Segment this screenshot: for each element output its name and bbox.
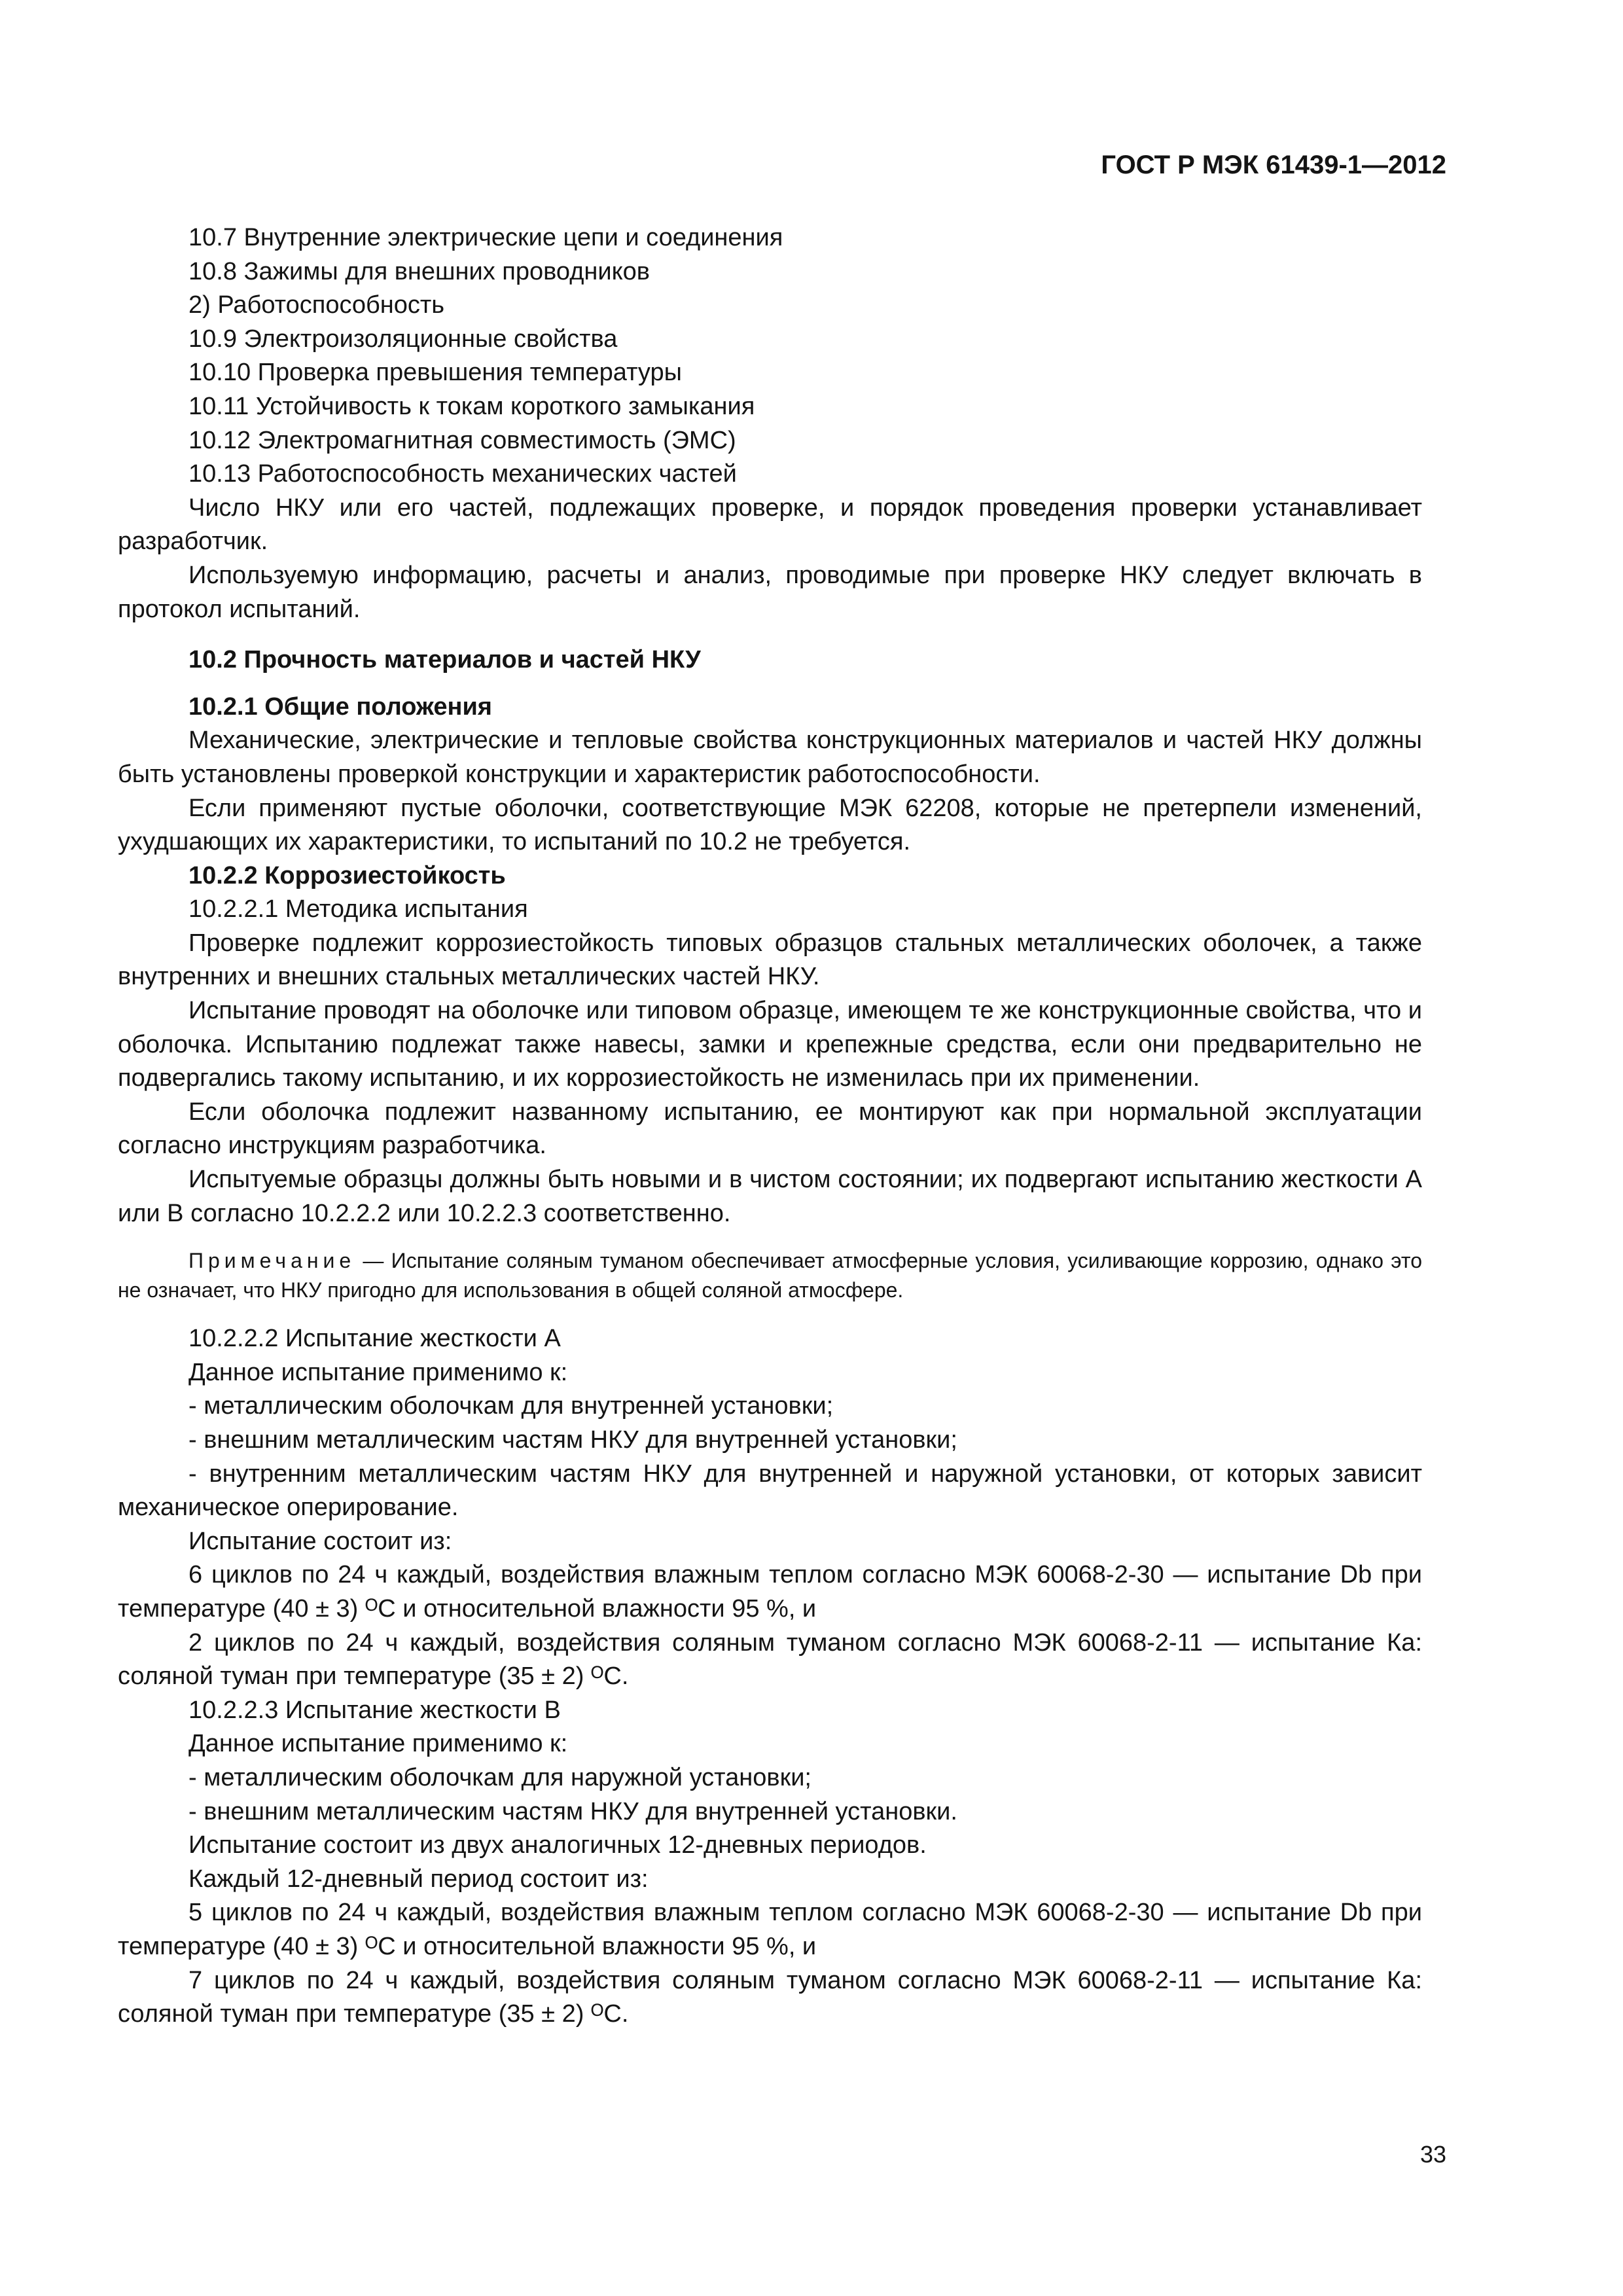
list-item: - металлическим оболочкам для наружной установки; — [188, 1763, 812, 1791]
clause-title: 10.2.2.1 Методика испытания — [188, 895, 528, 924]
list-item: - внутренним металлическим частям НКУ для внутренней и наружной установки, от которых зависит механическое оперирование. — [118, 1460, 1422, 1522]
list-item: 2) Работоспособность — [188, 291, 445, 319]
list-item: 10.11 Устойчивость к токам короткого замыкания — [188, 392, 755, 420]
list-item: 10.9 Электроизоляционные свойства — [188, 325, 618, 353]
paragraph: Испытуемые образцы должны быть новыми и в чистом состоянии; их подвергают испытанию жесткости А или В согласно 10.2.2.2 или 10.2.2.3 соответственно. — [118, 1166, 1422, 1227]
list-item: - металлическим оболочкам для внутренней установки; — [188, 1392, 834, 1420]
paragraph: Если применяют пустые оболочки, соответствующие МЭК 62208, которые не претерпели изменений, ухудшающих их характеристики, то испытаний по 10.2 не требуется. — [118, 794, 1422, 856]
list-item: 10.12 Электромагнитная совместимость (ЭМС) — [188, 426, 736, 454]
document-body — [118, 221, 1422, 2032]
clause-title: 10.2.2.2 Испытание жесткости А — [188, 1325, 561, 1353]
paragraph: Если оболочка подлежит названному испытанию, ее монтируют как при нормальной эксплуатации согласно инструкциям разработчика. — [118, 1098, 1422, 1160]
section-heading: 10.2 Прочность материалов и частей НКУ — [188, 646, 701, 674]
list-item: 10.10 Проверка превышения температуры — [188, 359, 682, 387]
subsection-heading: 10.2.1 Общие положения — [188, 692, 492, 721]
paragraph: 6 циклов по 24 ч каждый, воздействия влажным теплом согласно МЭК 60068-2-30 — испытание Db при температуре (40 ± 3) ᴼС и относительной влажности 95 %, и — [118, 1561, 1422, 1623]
note-text: — Испытание соляным туманом обеспечивает атмосферные условия, усиливающие коррозию, однако это не означает, что НКУ пригодно для использования в общей соляной атмосфере. — [118, 1249, 1422, 1302]
paragraph: Испытание состоит из двух аналогичных 12-дневных периодов. — [188, 1831, 927, 1859]
paragraph: Используемую информацию, расчеты и анализ, проводимые при проверке НКУ следует включать в протокол испытаний. — [118, 561, 1422, 623]
list-item: 10.13 Работоспособность механических частей — [188, 460, 737, 488]
paragraph: Данное испытание применимо к: — [188, 1730, 568, 1758]
paragraph: 2 циклов по 24 ч каждый, воздействия соляным туманом согласно МЭК 60068-2-11 — испытание Ка: соляной туман при температуре (35 ± 2) ᴼС. — [118, 1628, 1422, 1691]
clause-title: 10.2.2.3 Испытание жесткости В — [188, 1696, 561, 1724]
paragraph: 5 циклов по 24 ч каждый, воздействия влажным теплом согласно МЭК 60068-2-30 — испытание Db при температуре (40 ± 3) ᴼС и относительной влажности 95 %, и — [118, 1899, 1422, 1960]
paragraph: 7 циклов по 24 ч каждый, воздействия соляным туманом согласно МЭК 60068-2-11 — испытание Ка: соляной туман при температуре (35 ± 2) ᴼС. — [118, 1966, 1422, 2028]
note-label: Примечание — [188, 1249, 356, 1273]
paragraph: Испытание состоит из: — [188, 1527, 452, 1555]
paragraph: Данное испытание применимо к: — [188, 1358, 568, 1386]
paragraph: Число НКУ или его частей, подлежащих проверке, и порядок проведения проверки устанавливает разработчик. — [118, 493, 1422, 556]
page-number: 33 — [1419, 2141, 1446, 2168]
paragraph: Испытание проводят на оболочке или типовом образце, имеющем те же конструкционные свойства, что и оболочка. Испытанию подлежат также навесы, замки и крепежные средства, если они предварительно не подвергались такому испытанию, и их коррозиестойкость не изменилась при их применении. — [118, 997, 1422, 1092]
subsection-heading: 10.2.2 Коррозиестойкость — [188, 861, 506, 889]
list-item: - внешним металлическим частям НКУ для внутренней установки. — [188, 1797, 957, 1825]
list-item: - внешним металлическим частям НКУ для внутренней установки; — [188, 1426, 957, 1454]
list-item: 10.8 Зажимы для внешних проводников — [188, 257, 650, 285]
paragraph: Проверке подлежит коррозиестойкость типовых образцов стальных металлических оболочек, а также внутренних и внешних стальных металлических частей НКУ. — [118, 929, 1422, 991]
paragraph: Каждый 12-дневный период состоит из: — [188, 1865, 649, 1893]
paragraph: Механические, электрические и тепловые свойства конструкционных материалов и частей НКУ должны быть установлены проверкой конструкции и характеристик работоспособности. — [118, 726, 1422, 788]
list-item: 10.7 Внутренние электрические цепи и соединения — [188, 224, 783, 251]
document-header: ГОСТ Р МЭК 61439-1—2012 — [1101, 151, 1446, 179]
note — [118, 1246, 1422, 1305]
